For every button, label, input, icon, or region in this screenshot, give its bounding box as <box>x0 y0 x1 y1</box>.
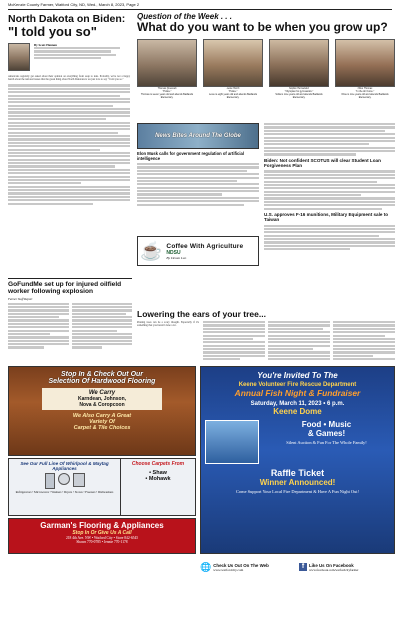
news-bites-banner <box>137 123 259 149</box>
qotw-label: Question of the Week . . . <box>137 12 232 21</box>
biden-body <box>264 170 395 209</box>
fire-dept: Keene Volunteer Fire Rescue Department <box>238 382 357 388</box>
coffee-with-agriculture <box>137 236 259 306</box>
fire-middle <box>201 420 394 464</box>
fire-event: Annual Fish Night & Fundraiser <box>234 388 361 398</box>
coffee-author: By Devan Leo <box>166 255 187 260</box>
person-answer: "Police." <box>162 89 172 93</box>
web-promo[interactable] <box>200 558 296 576</box>
person-name: Sophie Hernandez <box>289 87 309 90</box>
gofundme-article <box>8 278 132 362</box>
person-quote: Lexie is eight years old and attends Badlands Elementary. <box>208 92 258 99</box>
fire-raffle: Raffle Ticket <box>270 468 325 478</box>
facebook-url[interactable]: www.facebook.com/watfordcityfarmer <box>309 567 359 572</box>
garman-phones: Shawn 770-0785 • Jennie 770-1178 <box>76 540 128 544</box>
article-body-lines <box>8 84 130 204</box>
globe-icon: 🌐 <box>200 561 212 572</box>
fire-photo <box>205 420 259 464</box>
person-quote: Olive is nine years old and attends Badlands Elementary. <box>341 92 389 99</box>
article-title-line1: North Dakota on Biden: <box>8 13 126 25</box>
appliances-left <box>9 459 121 515</box>
news-bites-title: News Bites Around The Globe <box>155 133 241 139</box>
person-quote: Thomas is seven years old and attends Badlands Elementary. <box>140 92 194 99</box>
article-lede: Americans regularly get asked about their opinion on everything from soup to nuts. Probably, we're not a happy bunch about the national issues that the green thing about North Dakotans is we just love to say "I told you so." <box>8 75 130 82</box>
person-name: Lexie Hutch <box>226 87 240 90</box>
page-header <box>8 2 392 10</box>
garman-name: Garman's Flooring & Appliances <box>40 521 164 530</box>
fire-support: Come Support Your Local Fire Department & Have A Fun Night Out! <box>236 489 359 494</box>
person-photo <box>203 39 263 87</box>
fire-place: Keene Dome <box>273 407 322 416</box>
gofundme-body <box>8 303 132 350</box>
qotw-person <box>269 39 329 100</box>
author-photo <box>8 43 30 71</box>
coffee-banner <box>137 236 259 266</box>
coffee-org: NDSU <box>166 249 181 256</box>
washer-icon <box>58 473 70 485</box>
north-dakota-article <box>8 14 130 276</box>
variety-label: Variety Of <box>89 419 115 425</box>
appliance-items: Refrigerators • Microwaves • Washers • Dryers • Stoves • Freezers • Dishwashers <box>15 490 114 495</box>
gofundme-title: GoFundMe set up for injured oilfield worker following explosion <box>8 280 122 296</box>
facebook-promo[interactable] <box>299 558 395 576</box>
fire-games: & Games! <box>307 429 346 438</box>
header-dateline: McKenzie County Farmer, Watford City, ND, Wed., March 8, 2023, Page 2 <box>8 2 140 7</box>
lowering-title: Lowering the ears of your tree... <box>137 309 266 319</box>
qotw-question: What do you want to be when you grow up? <box>137 20 388 34</box>
web-label: Check Us Out On The Web <box>213 562 269 568</box>
stove-icon <box>73 473 85 487</box>
coffee-title: Coffee With Agriculture <box>166 242 244 250</box>
carpet-tile-label: Carpet & Tile Choices <box>73 425 131 431</box>
qotw-person <box>335 39 395 100</box>
person-photo <box>335 39 395 87</box>
brands-line2: Nova & Coropcoon <box>79 402 125 408</box>
fire-silent: Silent Auction & Fun For The Whole Family! <box>286 440 367 445</box>
fire-invited: You're Invited To The <box>257 371 338 380</box>
fire-food: Food • Music <box>301 420 352 429</box>
biden-title: Biden: Not confident SCOTUS will clear Student Loan Forgiveness Plan <box>264 157 381 168</box>
taiwan-body <box>264 225 395 251</box>
person-photo <box>137 39 197 87</box>
person-answer: "Olympian for gymnastics." <box>284 89 314 93</box>
appliances-ad <box>8 458 196 516</box>
person-name: Thomas Quevedo <box>157 87 177 90</box>
person-photo <box>269 39 329 87</box>
garman-address: 218 4th Ave. NW • Watford City • Store 842-6545 <box>65 536 139 540</box>
person-answer: "In the Air Force." <box>355 89 375 93</box>
web-url[interactable]: www.watfordcity.com <box>213 567 244 572</box>
person-answer: "Police." <box>228 89 238 93</box>
lowering-ears-article <box>137 310 395 366</box>
qotw-person <box>137 39 197 100</box>
news-bites-column <box>137 123 259 233</box>
fire-winner: Winner Announced! <box>259 478 336 487</box>
hardwood-ad <box>8 366 196 456</box>
coffee-cup-icon: ☕ <box>140 241 163 261</box>
appliance-icons <box>11 473 118 489</box>
we-carry-label: We Carry <box>88 390 116 396</box>
person-quote: Sofia is nine years old and attends Badlands Elementary. <box>275 92 323 99</box>
lowering-body <box>203 321 395 362</box>
facebook-icon: f <box>299 563 307 571</box>
fire-date: Saturday, March 11, 2023 • 6 p.m. <box>250 401 345 407</box>
appliances-right <box>121 459 195 515</box>
refrigerator-icon <box>45 473 55 489</box>
article-byline: By Scott Hennen <box>34 43 57 47</box>
page-footer <box>200 558 395 576</box>
news-bites-body <box>137 163 259 206</box>
fire-fundraiser-ad <box>200 366 395 554</box>
lowering-lede: Pruning trees can be a scary thought. Especially if it's something that you haven't done a lot. <box>137 321 199 328</box>
qotw-people <box>137 39 395 100</box>
biden-student-loan-article <box>264 123 395 306</box>
facebook-label: Like Us On Facebook <box>309 562 354 568</box>
article-title-line2: "I told you so" <box>8 24 97 39</box>
hardwood-line2: Selection Of Hardwood Flooring <box>48 378 156 385</box>
taiwan-title: U.S. approves F-16 munitions, Military Equipment sale to Taiwan <box>264 211 389 223</box>
person-name: Olive Thomas <box>357 87 373 90</box>
carpet-brand: • Mohawk <box>145 476 171 482</box>
brands-line1: Karndean, Johnson, <box>77 396 127 402</box>
garman-ad <box>8 518 196 554</box>
news-bites-headline: Elon Musk calls for government regulation of artificial intelligence <box>137 151 245 161</box>
qotw-person <box>203 39 263 100</box>
brands-box <box>42 388 162 410</box>
hardwood-line1: Stop In & Check Out Our <box>60 371 144 378</box>
question-of-the-week <box>137 12 395 120</box>
appliances-title: See Our Full Line Of Whirlpool & Maytag Appliances <box>20 461 109 472</box>
we-also-carry: We Also Carry A Great <box>72 413 132 419</box>
gofundme-byline: Farmer Staff Report <box>8 296 33 301</box>
carpet-brand: • Shaw <box>149 470 167 476</box>
biden-lede-lines <box>264 123 395 156</box>
garman-tagline: Stop In Or Give Us A Call <box>72 530 132 536</box>
carpets-title: Choose Carpets From <box>131 461 185 467</box>
